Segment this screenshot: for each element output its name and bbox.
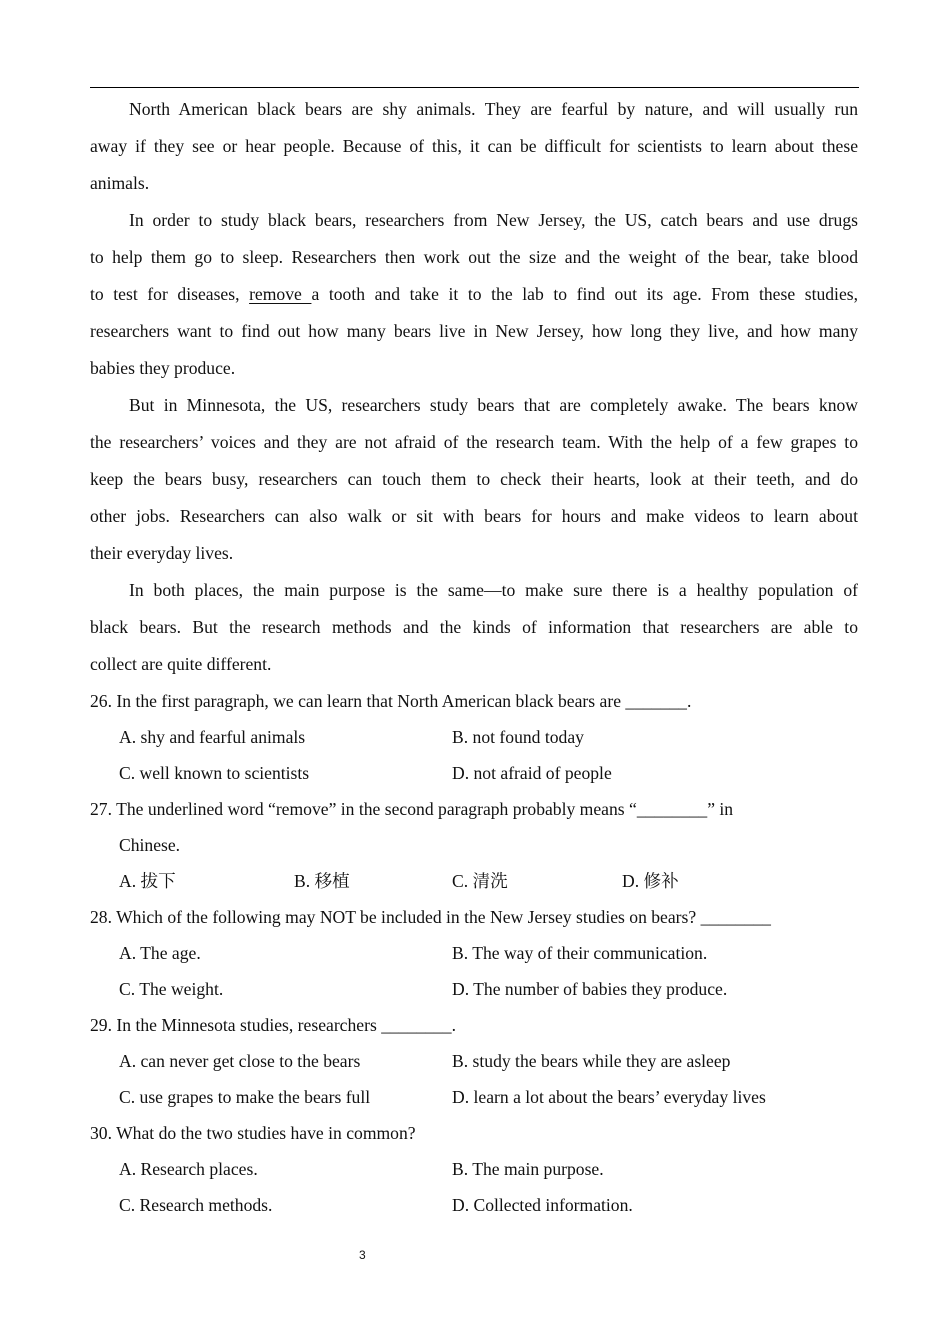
passage-line: In order to study black bears, researchers from New Jersey, the US, catch bears and use drugs [129,210,858,230]
options-row [90,1043,858,1079]
option-a: A. 拔下 [119,871,176,891]
option-c: C. well known to scientists [119,763,310,783]
passage-paragraph [90,91,858,202]
underlined-word: remove [249,284,312,304]
question-29 [90,1007,858,1115]
question-stem: Chinese. [119,835,181,855]
question-stem: 29. In the Minnesota studies, researchers ________. [90,1015,456,1035]
passage-line: other jobs. Researchers can also walk or sit with bears for hours and make videos to learn about [90,506,858,526]
options-row [90,971,858,1007]
question-stem: 28. Which of the following may NOT be included in the New Jersey studies on bears? ________ [90,907,771,927]
option-a: A. can never get close to the bears [119,1051,361,1071]
option-c: C. Research methods. [119,1195,273,1215]
passage-line: But in Minnesota, the US, researchers study bears that are completely awake. The bears know [129,395,858,415]
question-28 [90,899,858,1007]
option-d: D. 修补 [622,871,679,891]
option-d: D. Collected information. [452,1195,633,1215]
options-row [90,1079,858,1115]
option-c: C. 清洗 [452,871,508,891]
options-row [90,935,858,971]
passage-line: collect are quite different. [90,654,272,674]
passage-line: North American black bears are shy animals. They are fearful by nature, and will usually run [129,99,858,119]
option-d: D. The number of babies they produce. [452,979,728,999]
passage-line: away if they see or hear people. Because of this, it can be difficult for scientists to learn about these [90,136,858,156]
options-row [90,755,858,791]
passage-paragraph [90,572,858,683]
passage-line: babies they produce. [90,358,236,378]
text-span: a tooth and take it to the lab to find out its age. From these studies, [311,284,858,304]
options-row [90,1151,858,1187]
option-b: B. 移植 [294,871,350,891]
header-rule [90,87,859,88]
question-stem: 30. What do the two studies have in common? [90,1123,416,1143]
document-body [90,91,858,1223]
passage-paragraph [90,202,858,387]
option-a: A. The age. [119,943,201,963]
question-27 [90,791,858,899]
text-span: to test for diseases, [90,284,250,304]
option-c: C. The weight. [119,979,224,999]
option-b: B. study the bears while they are asleep [452,1051,731,1071]
question-stem: 27. The underlined word “remove” in the second paragraph probably means “________” in [90,799,734,819]
question-26 [90,683,858,791]
passage-line: keep the bears busy, researchers can touch them to check their hearts, look at their teeth, and do [90,469,858,489]
passage-line: animals. [90,173,150,193]
options-row [90,1187,858,1223]
option-c: C. use grapes to make the bears full [119,1087,371,1107]
option-a: A. shy and fearful animals [119,727,306,747]
option-b: B. The main purpose. [452,1159,604,1179]
passage-line: their everyday lives. [90,543,234,563]
option-b: B. The way of their communication. [452,943,708,963]
option-d: D. not afraid of people [452,763,612,783]
passage-line: black bears. But the research methods and the kinds of information that researchers are able to [90,617,858,637]
question-stem: 26. In the first paragraph, we can learn that North American black bears are _______. [90,691,692,711]
question-30 [90,1115,858,1223]
option-d: D. learn a lot about the bears’ everyday lives [452,1087,766,1107]
passage-line: researchers want to find out how many bears live in New Jersey, how long they live, and how many [90,321,858,341]
passage-line: to help them go to sleep. Researchers then work out the size and the weight of the bear, take blood [90,247,858,267]
option-b: B. not found today [452,727,584,747]
options-row [90,719,858,755]
options-row [90,863,858,899]
page-number: 3 [359,1248,366,1262]
passage-paragraph [90,387,858,572]
option-a: A. Research places. [119,1159,258,1179]
passage-line [90,276,858,313]
passage-line: In both places, the main purpose is the same—to make sure there is a healthy population of [129,580,858,600]
passage-line: the researchers’ voices and they are not afraid of the research team. With the help of a few grapes to [90,432,858,452]
